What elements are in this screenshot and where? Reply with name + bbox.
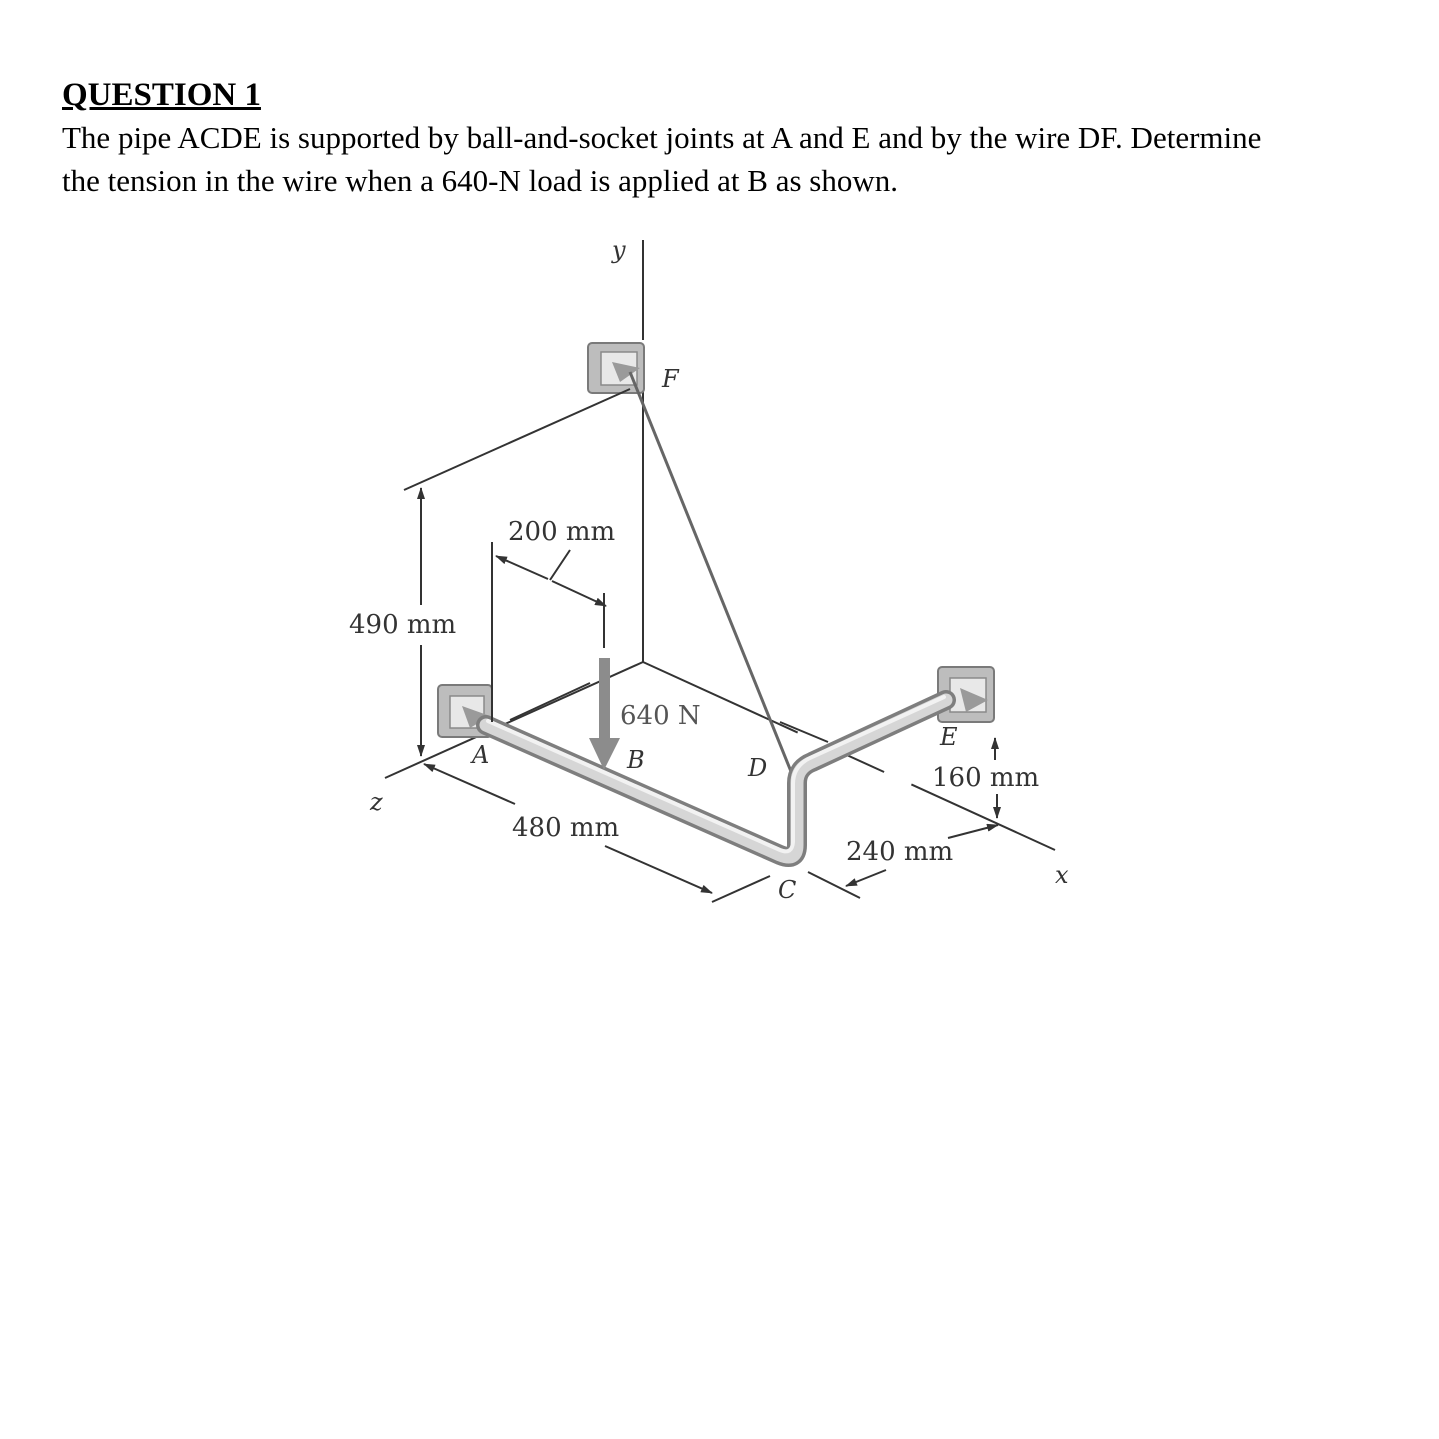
dim-label-240: 240 mm [846, 837, 954, 867]
dim-240-arrow-right [948, 825, 998, 838]
question-title: QUESTION 1 [62, 77, 261, 113]
dim-200-leader [550, 550, 570, 580]
axis-label-y: y [612, 236, 626, 264]
point-label-b: B [627, 746, 645, 774]
point-label-c: C [778, 876, 797, 904]
dim-200-arrow-right [552, 581, 606, 606]
dim-200-arrow-left [496, 556, 548, 579]
dim-label-160: 160 mm [932, 763, 1040, 793]
height-reference-line [404, 389, 630, 490]
point-label-d: D [748, 754, 768, 782]
dim-label-200: 200 mm [508, 517, 616, 547]
point-label-e: E [940, 723, 958, 751]
question-text-line-1: The pipe ACDE is supported by ball-and-socket joints at A and E and by the wire DF. Determine [62, 120, 1262, 155]
dim-480-arrow-left [424, 764, 515, 804]
a-to-origin-line [510, 683, 590, 720]
dim-480-ext-c [712, 876, 770, 902]
d-to-x-axis-line [780, 722, 828, 742]
dim-240-ext-c [808, 872, 860, 898]
dim-label-480: 480 mm [512, 813, 620, 843]
axis-label-z: z [370, 788, 383, 816]
point-label-f: F [662, 365, 679, 393]
dim-480-arrow-right [605, 846, 712, 893]
load-label: 640 N [620, 701, 701, 731]
dim-label-490: 490 mm [349, 610, 457, 640]
axis-label-x: x [1055, 861, 1069, 889]
question-text-line-2: the tension in the wire when a 640-N load is applied at B as shown. [62, 163, 898, 198]
point-label-a: A [472, 741, 490, 769]
dim-240-arrow-left [846, 870, 886, 886]
